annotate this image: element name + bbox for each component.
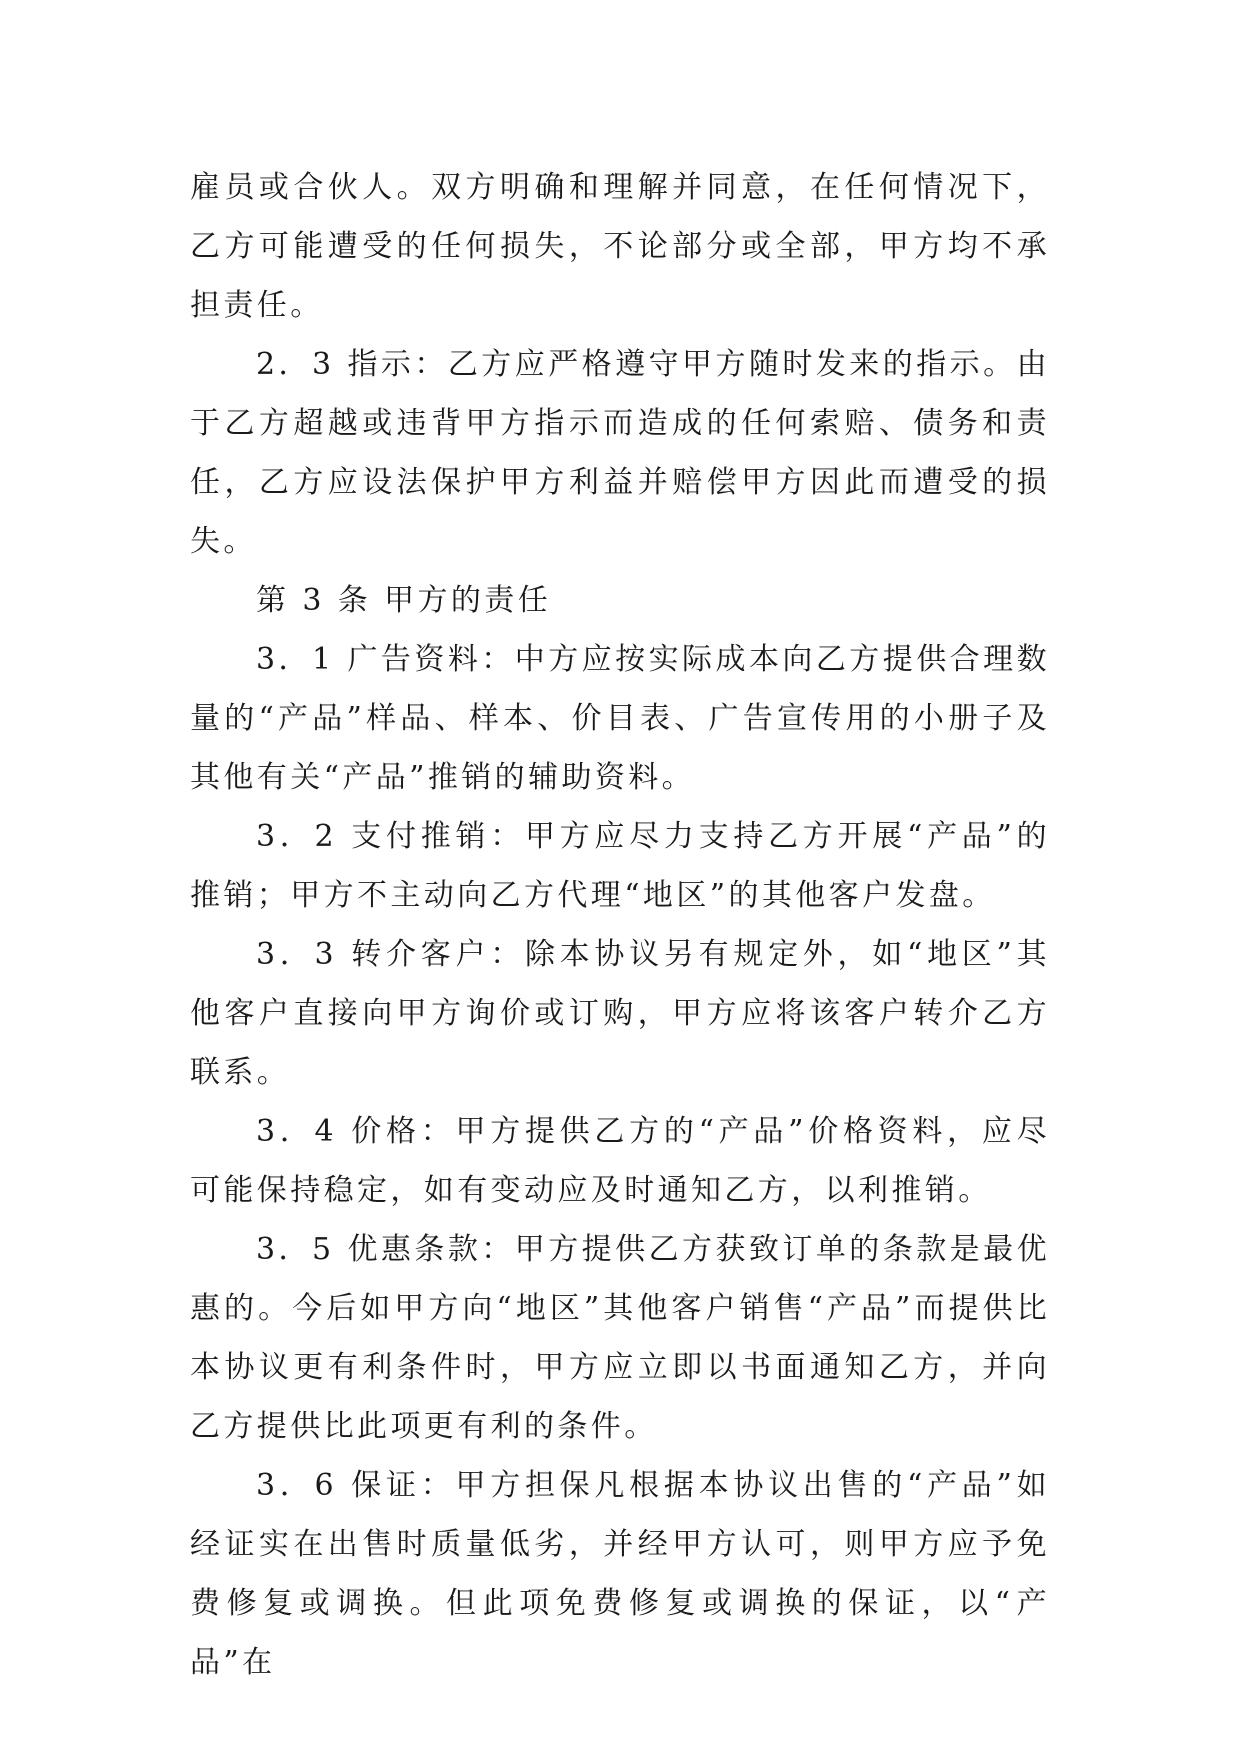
paragraph-continuation: 雇员或合伙人。双方明确和理解并同意，在任何情况下，乙方可能遭受的任何损失，不论部分或全部，甲方均不承担责任。 [190,170,1050,323]
clause-3-5: 3．5 优惠条款：甲方提供乙方获致订单的条款是最优惠的。今后如甲方向“地区”其他客户销售“产品”而提供比本协议更有利条件时，甲方应立即以书面通知乙方，并向乙方提供比此项更有利的条件。 [190,1232,1050,1444]
clause-2-3: 2．3 指示：乙方应严格遵守甲方随时发来的指示。由于乙方超越或违背甲方指示而造成的任何索赔、债务和责任，乙方应设法保护甲方利益并赔偿甲方因此而遭受的损失。 [190,347,1050,559]
document-body [190,158,1050,1692]
clause-3-4: 3．4 价格：甲方提供乙方的“产品”价格资料，应尽可能保持稳定，如有变动应及时通知乙方，以利推销。 [190,1114,1050,1208]
clause-3-2: 3．2 支付推销：甲方应尽力支持乙方开展“产品”的推销；甲方不主动向乙方代理“地区”的其他客户发盘。 [190,819,1050,913]
clause-3-1: 3．1 广告资料：中方应按实际成本向乙方提供合理数量的“产品”样品、样本、价目表、广告宣传用的小册子及其他有关“产品”推销的辅助资料。 [190,642,1050,795]
clause-3-6: 3．6 保证：甲方担保凡根据本协议出售的“产品”如经证实在出售时质量低劣，并经甲方认可，则甲方应予免费修复或调换。但此项免费修复或调换的保证，以“产品”在 [190,1468,1050,1680]
clause-3-3: 3．3 转介客户：除本协议另有规定外，如“地区”其他客户直接向甲方询价或订购，甲方应将该客户转介乙方联系。 [190,937,1050,1090]
article-3-heading: 第 3 条 甲方的责任 [256,583,552,618]
